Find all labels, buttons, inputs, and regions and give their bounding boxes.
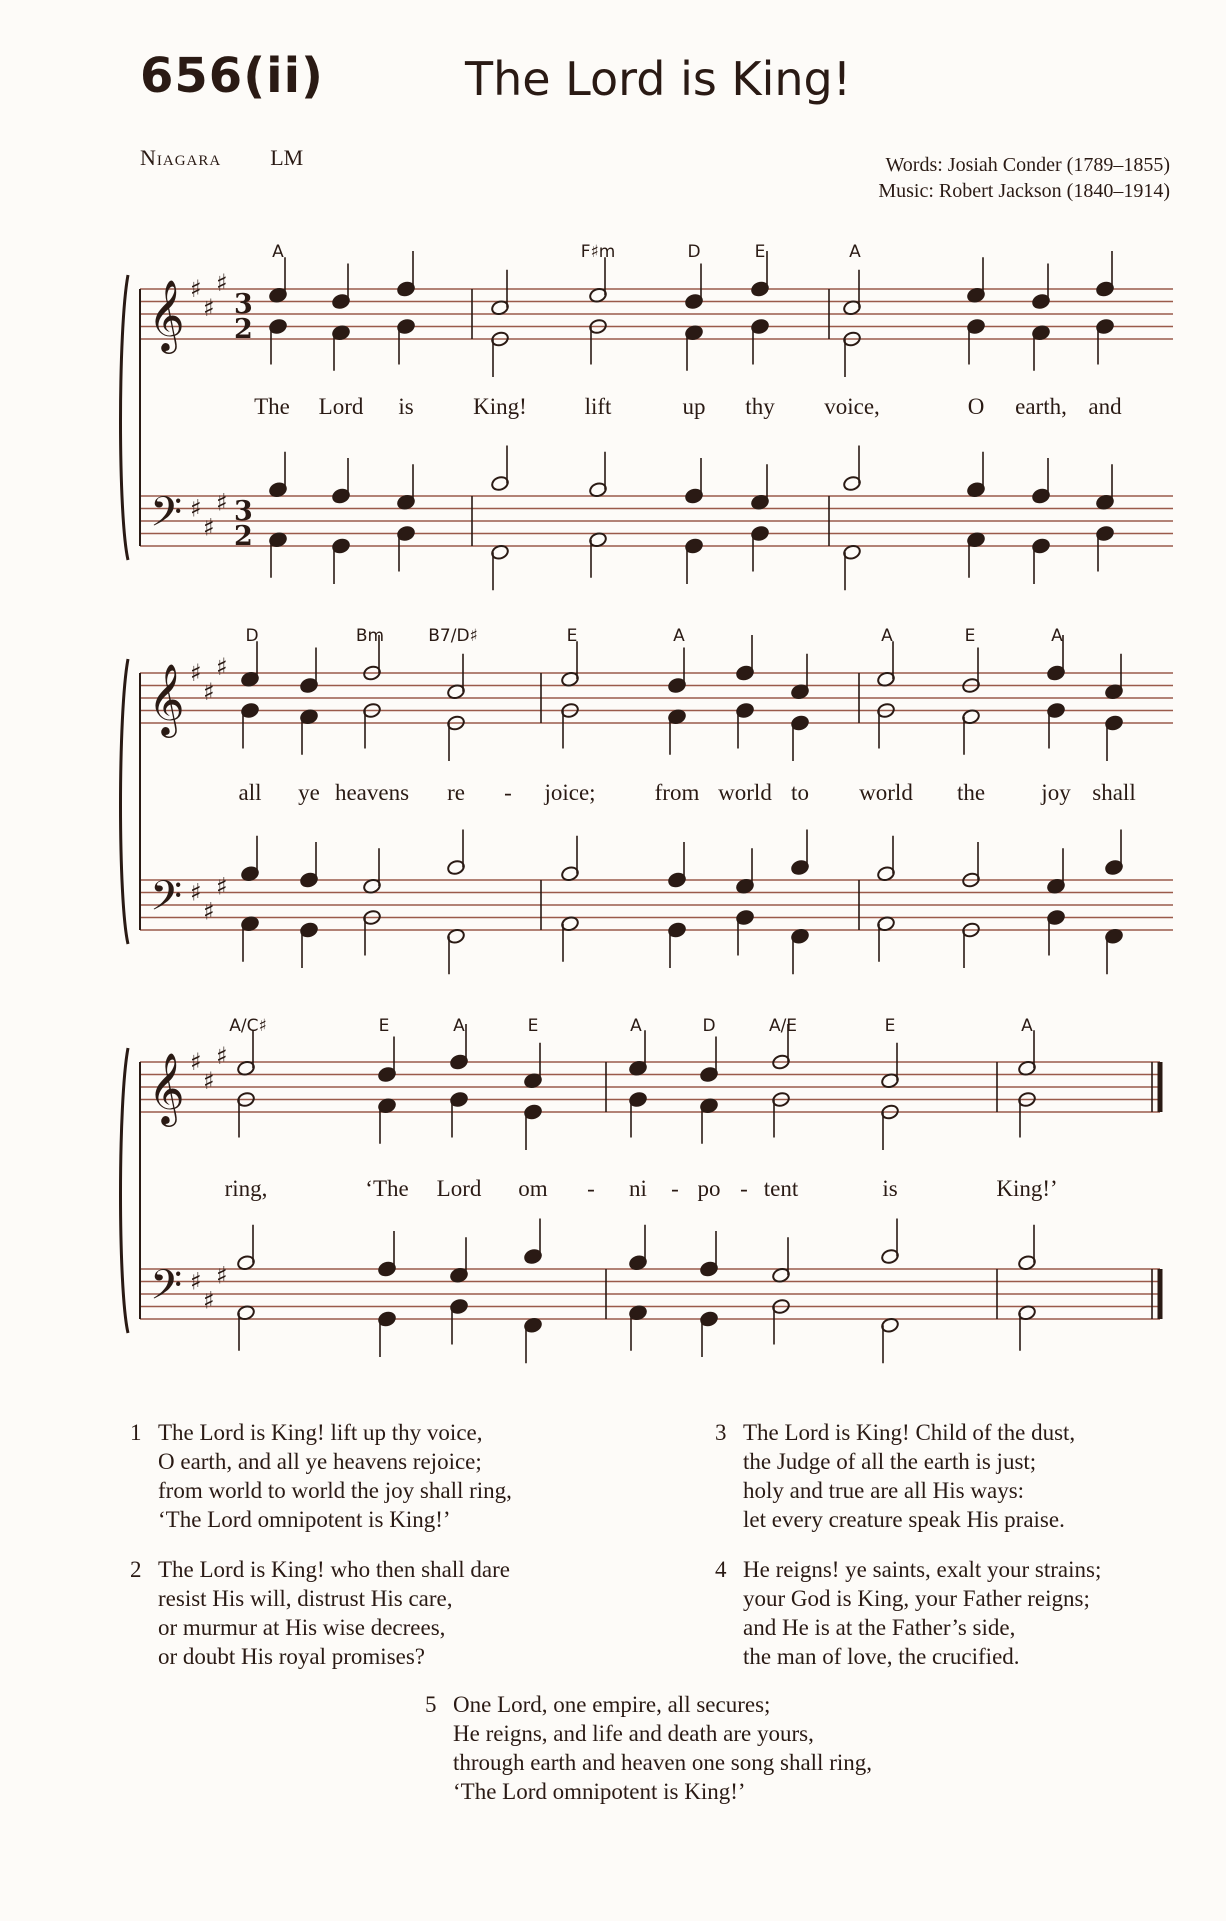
- sharp-icon: ♯: [190, 275, 202, 303]
- tune-name: Niagara: [140, 145, 222, 170]
- lyric-syllable: Lord: [436, 1176, 482, 1201]
- verse-line: He reigns! ye saints, exalt your strains;: [743, 1557, 1102, 1582]
- sharp-icon: ♯: [216, 872, 228, 901]
- hymn-title: The Lord is King!: [465, 52, 852, 106]
- lyric-syllable: ring,: [224, 1176, 268, 1201]
- verse-number: 5: [425, 1692, 437, 1717]
- verse-line: your God is King, your Father reigns;: [743, 1586, 1090, 1611]
- verse-line: The Lord is King! who then shall dare: [158, 1557, 510, 1582]
- chord-symbol: E: [378, 1016, 390, 1036]
- lyric-syllable: world: [859, 780, 913, 805]
- treble-clef-icon: 𝄞: [148, 278, 185, 351]
- verse-4: [715, 1555, 1102, 1671]
- lyric-syllable: -: [671, 1176, 679, 1201]
- system-brace: [121, 275, 129, 560]
- verse-line: resist His will, distrust His care,: [158, 1586, 453, 1611]
- chord-symbol: Bm: [355, 626, 385, 646]
- lyric-syllable: King!: [473, 394, 527, 419]
- lyric-syllable: is: [882, 1176, 898, 1201]
- lyric-syllable: King!’: [996, 1176, 1058, 1201]
- verse-line: O earth, and all ye heavens rejoice;: [158, 1449, 482, 1474]
- chord-symbol: A/C♯: [229, 1016, 267, 1036]
- sharp-icon: ♯: [190, 659, 202, 687]
- words-credit: Words: Josiah Conder (1789–1855): [885, 154, 1170, 176]
- chord-symbol: A: [673, 626, 685, 646]
- chord-symbol: B7/D♯: [428, 626, 478, 646]
- lyric-syllable: to: [791, 780, 809, 805]
- verse-line: and He is at the Father’s side,: [743, 1615, 1016, 1640]
- verse-line: He reigns, and life and death are yours,: [453, 1721, 814, 1746]
- time-signature-numerator: 3: [234, 289, 253, 320]
- treble-clef-icon: 𝄞: [148, 662, 185, 735]
- lyric-syllable: The: [254, 394, 290, 419]
- verse-line: ‘The Lord omnipotent is King!’: [158, 1507, 451, 1532]
- verse-line: The Lord is King! lift up thy voice,: [158, 1420, 483, 1445]
- lyric-syllable: is: [398, 394, 414, 419]
- lyric-syllable: Lord: [318, 394, 364, 419]
- time-signature-denominator: 2: [234, 521, 253, 552]
- sharp-icon: ♯: [203, 897, 215, 926]
- sharp-icon: ♯: [190, 878, 202, 907]
- verse-line: the Judge of all the earth is just;: [743, 1449, 1037, 1474]
- chord-symbol: A: [849, 242, 861, 262]
- lyric-syllable: thy: [745, 394, 775, 419]
- sharp-icon: ♯: [203, 1066, 215, 1095]
- sharp-icon: ♯: [216, 268, 228, 297]
- chord-symbol: E: [754, 242, 766, 262]
- verse-3: [715, 1418, 1076, 1534]
- sharp-icon: ♯: [190, 494, 202, 523]
- lyric-syllable: heavens: [334, 780, 410, 805]
- lyric-syllable: voice,: [824, 394, 880, 419]
- lyric-syllable: earth,: [1015, 394, 1067, 419]
- chord-symbol: D: [245, 626, 259, 646]
- sharp-icon: ♯: [216, 652, 228, 681]
- verse-line: from world to world the joy shall ring,: [158, 1478, 512, 1503]
- verse-line: The Lord is King! Child of the dust,: [743, 1420, 1076, 1445]
- lyric-syllable: joice;: [544, 780, 596, 805]
- lyric-syllable: ye: [298, 780, 320, 805]
- sharp-icon: ♯: [216, 488, 228, 517]
- system-brace: [121, 659, 129, 944]
- lyric-syllable: tent: [763, 1176, 799, 1201]
- sharp-icon: ♯: [203, 293, 215, 322]
- lyric-syllable: the: [956, 780, 986, 805]
- lyric-syllable: and: [1088, 394, 1122, 419]
- lyric-syllable: lift: [584, 394, 612, 419]
- chord-symbol: A: [272, 242, 284, 262]
- verse-line: or doubt His royal promises?: [158, 1644, 426, 1669]
- verse-number: 2: [130, 1557, 142, 1582]
- chord-symbol: A: [630, 1016, 642, 1036]
- chord-symbol: A: [1021, 1016, 1033, 1036]
- bass-clef-icon: 𝄢: [150, 1261, 183, 1319]
- lyric-syllable: shall: [1092, 780, 1136, 805]
- sharp-icon: ♯: [203, 513, 215, 542]
- chord-symbol: A: [453, 1016, 465, 1036]
- lyric-syllable: -: [740, 1176, 748, 1201]
- verse-line: let every creature speak His praise.: [743, 1507, 1065, 1532]
- chord-symbol: E: [566, 626, 578, 646]
- time-signature-numerator: 3: [234, 496, 253, 527]
- chord-symbol: D: [702, 1016, 716, 1036]
- sharp-icon: ♯: [190, 1267, 202, 1296]
- sharp-icon: ♯: [203, 677, 215, 706]
- verse-line: One Lord, one empire, all secures;: [453, 1692, 771, 1717]
- music-credit: Music: Robert Jackson (1840–1914): [878, 180, 1170, 202]
- lyric-syllable: all: [238, 780, 262, 805]
- chord-symbol: A: [881, 626, 893, 646]
- verse-line: through earth and heaven one song shall ring,: [453, 1750, 872, 1775]
- lyric-syllable: O: [967, 394, 985, 419]
- verse-1: [130, 1418, 512, 1534]
- lyric-syllable: re: [447, 780, 465, 805]
- chord-symbol: A/E: [768, 1016, 798, 1036]
- lyric-syllable: po: [697, 1176, 721, 1201]
- bass-clef-icon: 𝄢: [150, 488, 183, 546]
- treble-clef-icon: 𝄞: [148, 1051, 185, 1124]
- verse-line: ‘The Lord omnipotent is King!’: [453, 1779, 746, 1804]
- verse-number: 3: [715, 1420, 727, 1445]
- bass-clef-icon: 𝄢: [150, 872, 183, 930]
- chord-symbol: E: [884, 1016, 896, 1036]
- lyric-syllable: -: [504, 780, 512, 805]
- chord-symbol: D: [687, 242, 701, 262]
- sharp-icon: ♯: [216, 1041, 228, 1070]
- chord-symbol: A: [1051, 626, 1063, 646]
- lyric-syllable: -: [587, 1176, 595, 1201]
- verse-number: 4: [715, 1557, 727, 1582]
- sharp-icon: ♯: [203, 1286, 215, 1315]
- lyric-syllable: ‘The: [365, 1176, 409, 1201]
- verse-line: holy and true are all His ways:: [743, 1478, 1025, 1503]
- verse-line: or murmur at His wise decrees,: [158, 1615, 446, 1640]
- meter: LM: [270, 145, 304, 170]
- chord-symbol: E: [964, 626, 976, 646]
- lyric-syllable: ni: [629, 1176, 647, 1201]
- chord-symbol: F♯m: [580, 242, 616, 262]
- time-signature-denominator: 2: [234, 314, 253, 345]
- lyric-syllable: joy: [1041, 780, 1071, 805]
- lyric-syllable: om: [518, 1176, 548, 1201]
- verse-5: [425, 1690, 872, 1806]
- lyric-syllable: from: [654, 780, 700, 805]
- sharp-icon: ♯: [190, 1048, 202, 1076]
- verse-2: [130, 1555, 510, 1671]
- lyric-syllable: up: [682, 394, 706, 419]
- system-brace: [121, 1048, 129, 1333]
- lyric-syllable: world: [718, 780, 772, 805]
- verse-line: the man of love, the crucified.: [743, 1644, 1020, 1669]
- verse-number: 1: [130, 1420, 142, 1445]
- sharp-icon: ♯: [216, 1261, 228, 1290]
- chord-symbol: E: [527, 1016, 539, 1036]
- hymn-number: 656(ii): [140, 48, 324, 104]
